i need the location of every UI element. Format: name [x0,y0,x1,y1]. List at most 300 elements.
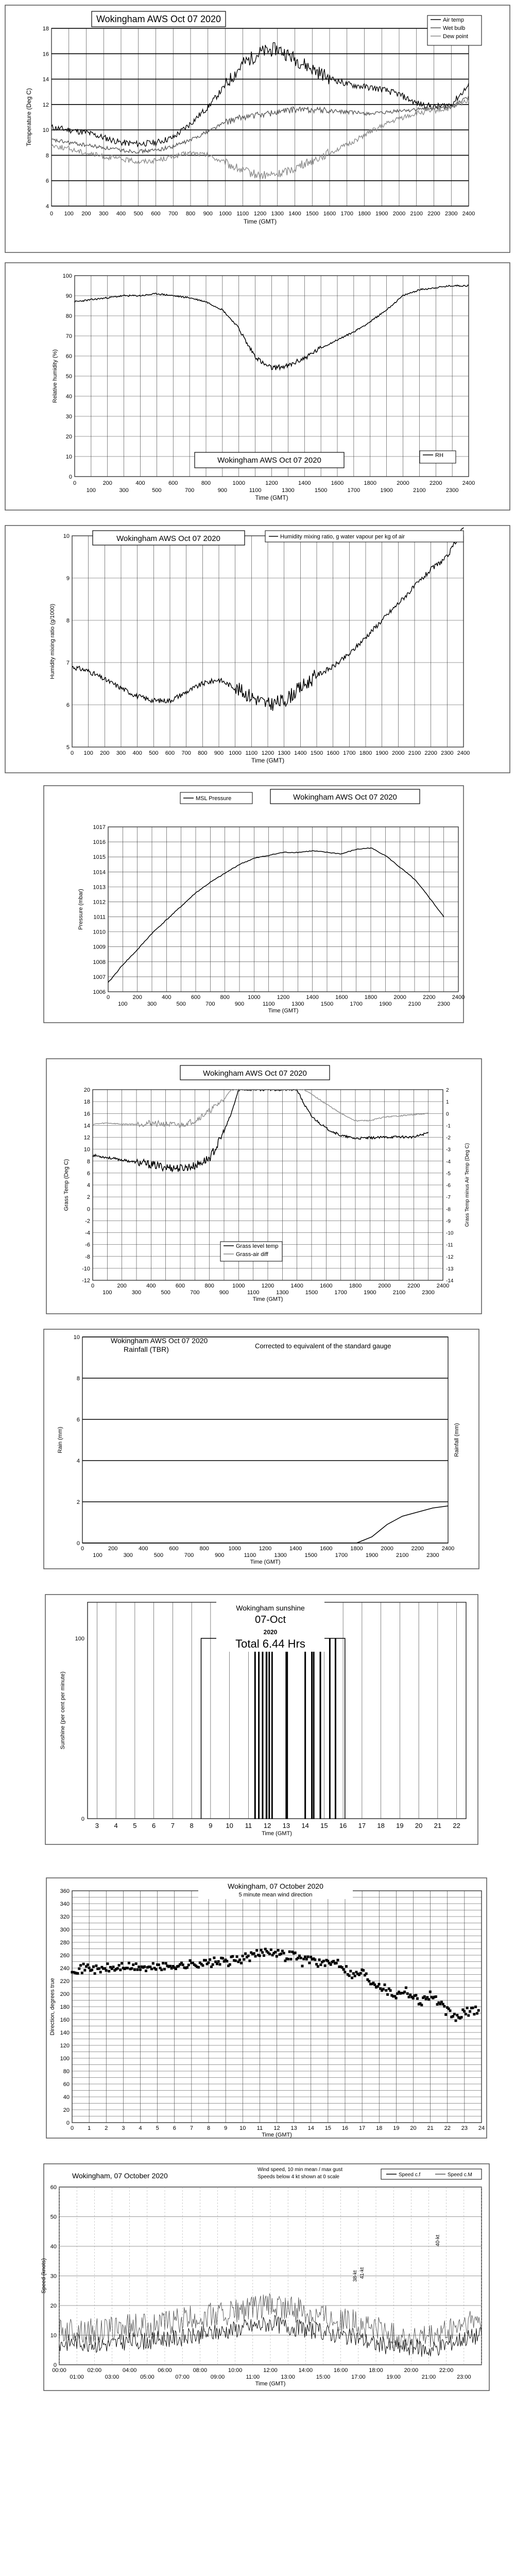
x-tick-label: 2100 [408,750,421,756]
wind-direction-point [132,1963,134,1966]
x-tick-label: 500 [152,487,162,494]
x-tick-label: 00:00 [52,2367,66,2374]
x-tick-label: 0 [73,480,77,486]
wind-direction-point [469,2010,471,2013]
x-axis-label: Time (GMT) [255,2381,286,2387]
sunshine-total: Total 6.44 Hrs [235,1637,305,1650]
x-tick-label: 2000 [393,994,406,1001]
x-tick-label: 1600 [323,211,336,217]
mixing-ratio-chart [5,526,510,773]
x-tick-label: 400 [162,994,171,1001]
y-tick-label: 1009 [93,944,106,951]
y-tick-label: 1014 [93,869,106,876]
x-tick-label: 2200 [423,994,436,1001]
y-tick-label: 60 [50,2184,57,2191]
x-tick-label: 700 [205,1001,215,1007]
wind-direction-point [330,1963,332,1966]
y-tick-label: 8 [66,618,70,624]
y-tick-label: 90 [65,293,72,299]
legend-label: RH [435,452,443,459]
wind-direction-point [345,1965,348,1968]
x-tick-label: 01:00 [70,2374,84,2380]
wind-direction-point [264,1948,267,1951]
x-tick-label: 1500 [306,211,319,217]
y-tick-label: 10 [63,533,70,539]
chart-title: Wokingham, 07 October 2020 [228,1882,323,1890]
wind-direction-point [277,1949,280,1952]
x-tick-label: 20 [415,1822,423,1829]
x-axis-label: Time (GMT) [251,757,285,764]
y-tick-label: 20 [63,2107,70,2113]
y-tick-label: 40 [65,394,72,400]
x-tick-label: 1700 [350,1001,363,1007]
wind-direction-point [420,2004,423,2006]
wind-direction-point [382,1988,385,1991]
x-tick-label: 700 [184,1552,194,1558]
y-tick-label: 8 [76,1376,80,1382]
wind-direction-point [107,1962,109,1965]
x-tick-label: 2100 [410,211,423,217]
wind-direction-point [348,1974,351,1977]
wind-direction-point [472,2007,474,2009]
x-tick-label: 1300 [271,211,284,217]
y-tick-label: 8 [87,1158,90,1165]
x-tick-label: 0 [80,1546,84,1552]
wind-direction-chart [46,1878,487,2138]
y-tick-label: 6 [76,1417,80,1423]
wind-direction-point [337,1959,339,1961]
x-tick-label: 2400 [462,480,475,486]
wind-direction-point [226,1960,228,1962]
x-tick-label: 1900 [375,211,388,217]
gust-annotation: 40-kt [435,2234,441,2246]
wind-direction-point [210,1965,213,1968]
x-tick-label: 900 [214,750,224,756]
y-tick-label: 30 [50,2273,57,2280]
y-tick-label: 10 [83,1146,90,1153]
x-tick-label: 2200 [430,480,442,486]
wind-direction-point [324,1964,327,1967]
x-tick-label: 500 [133,211,143,217]
x-tick-label: 2300 [422,1290,435,1296]
wind-direction-point [287,1958,289,1960]
y-tick-label: 100 [62,273,72,279]
x-tick-label: 0 [70,750,74,756]
y-axis-label: Rain (mm) [57,1427,63,1453]
x-tick-label: 9 [224,2125,228,2131]
wind-direction-point [405,1987,407,1989]
y-tick-label: 280 [60,1940,70,1946]
x-tick-label: 200 [102,480,112,486]
wind-direction-point [186,1966,188,1969]
x-tick-label: 18 [376,2125,383,2131]
wind-direction-point [453,2013,456,2015]
wind-direction-point [301,1965,304,1968]
x-tick-label: 100 [93,1552,102,1558]
x-axis-label: Time (GMT) [262,2132,292,2138]
y-tick-label: 10 [65,454,72,460]
x-tick-label: 400 [135,480,145,486]
wind-direction-point [384,1984,386,1986]
wind-direction-point [444,2013,447,2016]
x-tick-label: 10 [239,2125,246,2131]
wind-direction-point [465,2013,467,2015]
x-tick-label: 1000 [219,211,232,217]
y-tick-label: 8 [45,152,49,159]
wind-direction-point [314,1958,316,1961]
x-tick-label: 1800 [350,1546,363,1552]
wind-direction-point [187,1964,190,1967]
x-tick-label: 800 [220,994,230,1001]
x-tick-label: 8 [207,2125,211,2131]
wind-direction-point [477,2009,480,2012]
y-right-tick-label: -12 [446,1254,454,1260]
x-tick-label: 22:00 [439,2367,454,2374]
x-tick-label: 2000 [378,1283,391,1289]
y-tick-label: 120 [60,2043,70,2049]
x-tick-label: 1300 [274,1552,287,1558]
y-right-tick-label: -2 [446,1135,451,1141]
x-axis-label: Time (GMT) [252,1296,283,1302]
x-tick-label: 1200 [265,480,278,486]
wind-direction-point [165,1962,167,1964]
wind-direction-point [216,1962,218,1965]
x-tick-label: 800 [204,1283,214,1289]
wind-direction-point [91,1969,93,1971]
x-tick-label: 300 [99,211,109,217]
wind-direction-point [126,1967,129,1970]
y-tick-label: 20 [83,1087,90,1093]
wind-direction-point [143,1965,146,1968]
wind-direction-point [231,1955,234,1958]
x-tick-label: 100 [64,211,74,217]
wind-direction-point [182,1963,184,1966]
y-tick-label: 0 [53,2362,57,2368]
x-tick-label: 2100 [392,1290,406,1296]
wind-direction-point [263,1954,265,1957]
x-tick-label: 1300 [276,1290,289,1296]
x-tick-label: 1900 [380,487,393,494]
y-tick-label: 1015 [93,854,106,861]
x-tick-label: 1700 [343,750,356,756]
y-tick-label: 320 [60,1914,70,1920]
x-axis-label: Time (GMT) [250,1559,281,1565]
x-tick-label: 500 [176,1001,186,1007]
y-right-tick-label: 1 [446,1099,449,1106]
x-tick-label: 700 [190,1290,200,1296]
x-tick-label: 1500 [304,1552,317,1558]
legend-label: Wet bulb [443,25,466,31]
wind-direction-point [133,1969,136,1971]
y-tick-label: 20 [50,2303,57,2309]
x-tick-label: 18 [377,1822,385,1829]
x-tick-label: 09:00 [210,2374,225,2380]
x-tick-label: 1900 [379,1001,392,1007]
wind-direction-point [373,1984,376,1986]
x-tick-label: 22 [444,2125,451,2131]
y-axis-label-right: Rainfall (mm) [454,1423,460,1457]
x-tick-label: 14 [307,2125,314,2131]
x-tick-label: 400 [139,1546,148,1552]
wind-direction-point [209,1958,211,1961]
wind-direction-point [95,1964,97,1967]
wind-direction-point [248,1959,251,1962]
x-tick-label: 13 [290,2125,297,2131]
x-tick-label: 900 [217,487,228,494]
legend-label: MSL Pressure [196,795,232,802]
x-tick-label: 1100 [247,1290,260,1296]
x-tick-label: 2 [105,2125,108,2131]
wind-direction-point [94,1972,96,1975]
chart-title: Wokingham AWS Oct 07 2020 [293,793,397,802]
wind-direction-point [415,1994,417,1996]
legend-label: Air temp [443,17,464,23]
x-tick-label: 04:00 [122,2367,137,2374]
legend-label: Dew point [443,33,468,40]
x-tick-label: 03:00 [105,2374,119,2380]
wind-direction-point [240,1962,243,1964]
x-tick-label: 2100 [413,487,426,494]
y-right-tick-label: -6 [446,1183,451,1189]
x-tick-label: 12 [273,2125,280,2131]
x-tick-label: 200 [117,1283,127,1289]
y-axis-label: Relative humidity (%) [52,349,58,403]
wind-direction-point [344,1971,346,1973]
y-tick-label: 1013 [93,884,106,891]
x-tick-label: 16 [339,1822,347,1829]
y-right-tick-label: 2 [446,1088,449,1093]
x-tick-label: 18:00 [369,2367,383,2374]
x-tick-label: 21 [427,2125,434,2131]
wind-direction-point [427,1998,430,2001]
wind-direction-point [87,1963,89,1966]
x-tick-label: 500 [149,750,159,756]
wind-direction-point [154,1968,157,1971]
x-tick-label: 1500 [314,487,328,494]
x-tick-label: 5 [156,2125,159,2131]
y-tick-label: 100 [60,2056,70,2062]
y-right-tick-label: -14 [446,1278,454,1284]
x-tick-label: 15:00 [316,2374,331,2380]
wind-direction-point [92,1965,95,1968]
wind-direction-point [406,1992,409,1995]
wind-direction-point [310,1956,312,1958]
x-tick-label: 1100 [244,1552,256,1558]
x-tick-label: 0 [106,994,110,1001]
y-tick-label: -10 [82,1265,90,1272]
y-tick-label: 1010 [93,929,106,936]
y-tick-label: 100 [75,1636,84,1642]
wind-direction-point [119,1969,122,1971]
x-tick-label: 1900 [364,1290,376,1296]
wind-direction-point [386,1993,389,1996]
x-tick-label: 100 [102,1290,112,1296]
x-tick-label: 1400 [290,1283,303,1289]
wind-direction-point [463,2010,466,2013]
chart-title: Wokingham AWS Oct 07 2020 [203,1069,307,1078]
x-tick-label: 2000 [392,211,406,217]
x-tick-label: 1400 [306,994,319,1001]
x-tick-label: 1500 [310,750,323,756]
x-tick-label: 600 [151,211,161,217]
legend-label: Humidity mixing ratio, g water vapour per kg of air [280,534,405,540]
x-tick-label: 2000 [381,1546,393,1552]
wind-direction-point [408,1996,410,1998]
y-tick-label: 40 [50,2244,57,2250]
x-tick-label: 6 [173,2125,176,2131]
x-tick-label: 1000 [248,994,261,1001]
legend-label: Speed c.M [448,2172,472,2178]
x-tick-label: 2400 [436,1283,450,1289]
x-tick-label: 900 [203,211,213,217]
x-tick-label: 300 [116,750,126,756]
x-tick-label: 900 [234,1001,245,1007]
x-tick-label: 17:00 [351,2374,366,2380]
wind-direction-point [460,2016,463,2019]
x-tick-label: 08:00 [193,2367,208,2374]
chart-title: Wokingham AWS Oct 07 2020 [111,1336,208,1345]
x-tick-label: 19 [393,2125,400,2131]
x-tick-label: 1000 [232,1283,245,1289]
y-axis-label: Pressure (mbar) [78,889,84,930]
y-tick-label: 200 [60,1991,70,1997]
x-tick-label: 700 [181,750,191,756]
temperature-chart [5,5,510,252]
wind-direction-point [378,1983,381,1986]
wind-direction-point [150,1968,153,1970]
wind-direction-point [79,1964,82,1967]
wind-direction-point [317,1965,319,1968]
x-tick-label: 900 [215,1552,225,1558]
x-tick-label: 1500 [305,1290,318,1296]
x-tick-label: 0 [91,1283,95,1289]
y-right-tick-label: 0 [446,1111,449,1117]
y-tick-label: 0 [66,2120,70,2126]
wind-direction-point [217,1960,220,1963]
x-tick-label: 1200 [261,1283,274,1289]
wind-direction-point [259,1955,261,1957]
x-tick-label: 20 [410,2125,417,2131]
x-tick-label: 1600 [320,1546,333,1552]
grass-temp-chart [46,1059,482,1314]
y-tick-label: 1011 [93,914,106,921]
x-tick-label: 1000 [232,480,245,486]
x-tick-label: 1600 [335,994,348,1001]
x-tick-label: 1700 [334,1290,347,1296]
chart-title: Wokingham sunshine [236,1604,305,1612]
wind-direction-point [219,1963,221,1965]
wind-direction-point [435,1995,437,1998]
x-tick-label: 900 [219,1290,229,1296]
x-tick-label: 12:00 [263,2367,278,2374]
y-tick-label: 2 [87,1194,90,1201]
wind-direction-point [229,1963,231,1966]
wind-direction-point [243,1958,245,1961]
x-tick-label: 2300 [445,211,458,217]
x-tick-label: 2400 [452,994,465,1001]
x-tick-label: 1500 [320,1001,334,1007]
wind-direction-point [128,1962,130,1964]
chart-title: Wokingham AWS Oct 07 2020 [217,456,321,465]
x-tick-label: 12 [263,1822,271,1829]
x-tick-label: 11 [245,1822,252,1829]
wind-direction-point [403,1991,406,1993]
y-tick-label: 6 [66,702,70,708]
x-tick-label: 2100 [396,1552,409,1558]
y-tick-label: 40 [63,2094,70,2100]
wind-direction-point [456,2014,458,2016]
x-tick-label: 2300 [445,487,459,494]
x-tick-label: 4 [114,1822,118,1829]
wind-direction-point [270,1948,272,1951]
x-tick-label: 5 [133,1822,137,1829]
x-tick-label: 13:00 [281,2374,295,2380]
wind-direction-point [429,1991,432,1993]
wind-direction-point [105,1969,108,1972]
wind-direction-point [238,1959,241,1961]
y-tick-label: 50 [50,2214,57,2221]
x-tick-label: 1600 [327,750,339,756]
wind-direction-point [212,1963,214,1966]
x-tick-label: 100 [86,487,96,494]
x-tick-label: 100 [118,1001,128,1007]
x-tick-label: 1000 [229,750,242,756]
wind-direction-point [362,1969,365,1972]
x-tick-label: 600 [168,480,178,486]
wind-speed-chart [41,2164,489,2391]
wind-direction-point [349,1970,352,1972]
wind-direction-point [473,2013,475,2015]
wind-direction-point [158,1963,160,1966]
y-tick-label: 4 [45,204,49,210]
x-tick-label: 800 [185,211,196,217]
wind-direction-point [201,1964,204,1967]
chart-note: Corrected to equivalent of the standard gauge [255,1342,391,1350]
x-tick-label: 500 [153,1552,164,1558]
x-tick-label: 1100 [262,1001,275,1007]
chart-title: Wokingham, 07 October 2020 [72,2172,168,2180]
wind-direction-point [423,1995,426,1998]
wind-direction-point [255,1949,258,1952]
header-note-line: Speeds below 4 kt shown at 0 scale [258,2174,339,2180]
y-tick-label: 16 [42,51,49,58]
y-tick-label: 260 [60,1953,70,1959]
wind-direction-point [395,1997,398,1999]
y-tick-label: -8 [85,1253,90,1260]
wind-direction-point [300,1957,302,1959]
x-tick-label: 13 [282,1822,290,1829]
y-right-tick-label: -10 [446,1230,454,1236]
plot-area [82,1337,448,1543]
x-tick-label: 1800 [364,994,377,1001]
wind-direction-point [116,1967,119,1970]
y-tick-label: 10 [50,2332,57,2339]
sunshine-chart [45,1595,478,1844]
wind-direction-point [261,1951,264,1954]
y-tick-label: 5 [66,744,70,751]
y-tick-label: -4 [85,1230,90,1236]
x-tick-label: 02:00 [87,2367,102,2374]
y-tick-label: 0 [87,1206,90,1213]
y-tick-label: 70 [65,333,72,340]
wind-direction-point [99,1971,102,1973]
x-tick-label: 10 [226,1822,233,1829]
x-tick-label: 06:00 [158,2367,172,2374]
y-tick-label: 140 [60,2030,70,2036]
legend-label: Grass-air diff [236,1251,268,1258]
y-tick-label: 6 [87,1170,90,1177]
wind-direction-point [204,1959,207,1962]
